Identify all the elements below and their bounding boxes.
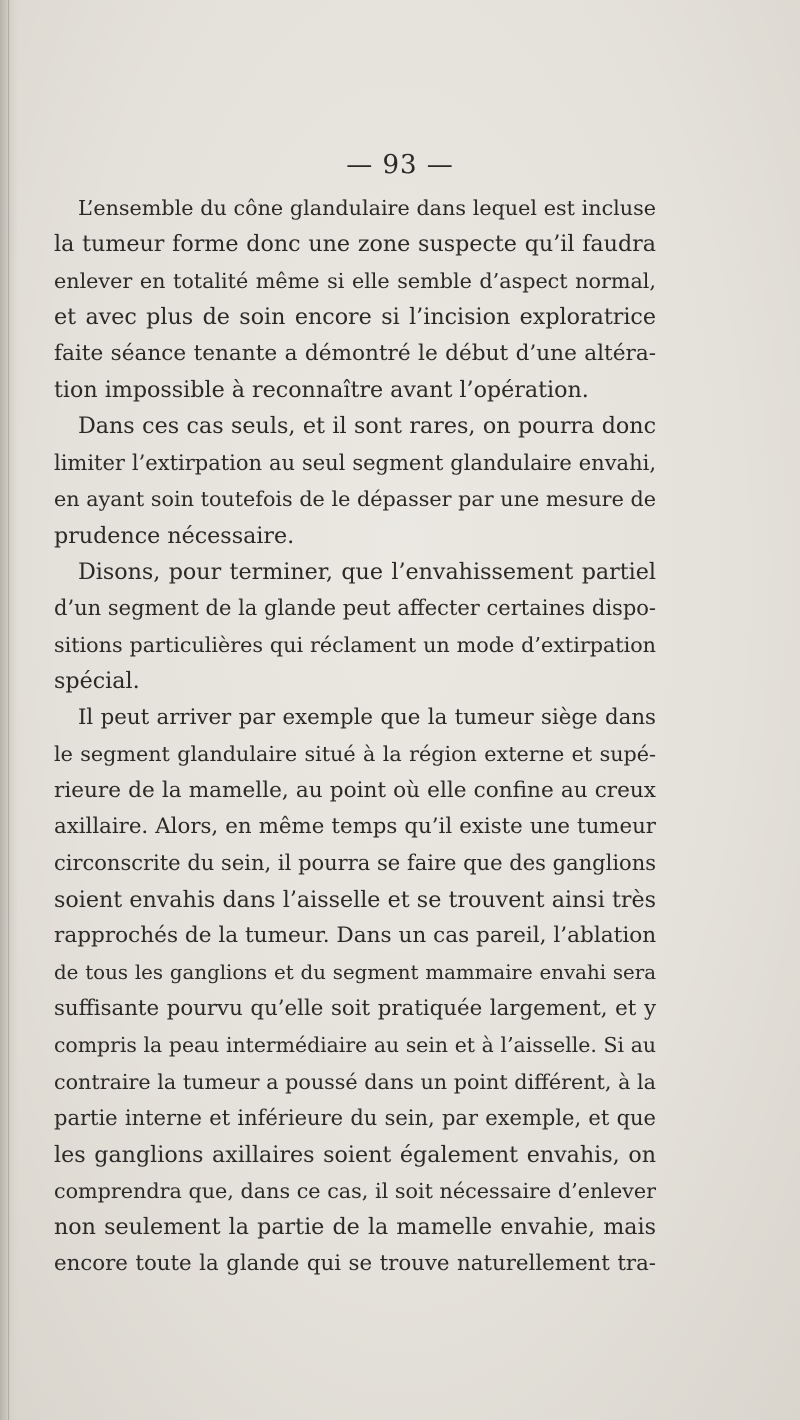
page-number: — 93 — bbox=[346, 150, 454, 180]
text-line: les ganglions axillaires soient également envahis, on bbox=[54, 1141, 656, 1168]
text-line: le segment glandulaire situé à la région externe et supé- bbox=[54, 742, 656, 767]
text-line: axillaire. Alors, en même temps qu’il existe une tumeur bbox=[54, 813, 656, 839]
paragraph-3 bbox=[54, 554, 656, 700]
paragraph-2 bbox=[54, 408, 656, 554]
text-line: enlever en totalité même si elle semble d’aspect normal, bbox=[54, 268, 656, 293]
text-line: tion impossible à reconnaître avant l’opération. bbox=[54, 377, 589, 404]
text-line: Dans ces cas seuls, et il sont rares, on pourra donc bbox=[78, 413, 656, 440]
text-line: non seulement la partie de la mamelle envahie, mais bbox=[54, 1214, 656, 1241]
text-line: encore toute la glande qui se trouve naturellement tra- bbox=[54, 1250, 656, 1276]
text-line: d’un segment de la glande peut affecter certaines dispo- bbox=[54, 596, 656, 621]
text-line: rapprochés de la tumeur. Dans un cas pareil, l’ablation bbox=[54, 923, 657, 949]
text-line: spécial. bbox=[54, 668, 140, 695]
text-line: Disons, pour terminer, que l’envahissement partiel bbox=[78, 559, 656, 586]
text-line: et avec plus de soin encore si l’incision exploratrice bbox=[54, 304, 656, 331]
text-line: prudence nécessaire. bbox=[54, 522, 295, 549]
text-line: soient envahis dans l’aisselle et se trouvent ainsi très bbox=[54, 886, 656, 913]
text-line: rieure de la mamelle, au point où elle confine au creux bbox=[54, 777, 656, 803]
text-line: L’ensemble du cône glandulaire dans lequel est incluse bbox=[78, 196, 656, 220]
text-line: suffisante pourvu qu’elle soit pratiquée largement, et y bbox=[54, 995, 656, 1021]
text-line: compris la peau intermédiaire au sein et à l’aisselle. Si au bbox=[54, 1033, 656, 1058]
text-line: de tous les ganglions et du segment mammaire envahi sera bbox=[54, 960, 656, 984]
text-line: comprendra que, dans ce cas, il soit nécessaire d’enlever bbox=[54, 1178, 656, 1203]
text-line: en ayant soin toutefois de le dépasser par une mesure de bbox=[54, 487, 656, 512]
text-line: Il peut arriver par exemple que la tumeur siège dans bbox=[78, 704, 656, 730]
body-text bbox=[54, 190, 656, 1282]
text-line: circonscrite du sein, il pourra se faire que des ganglions bbox=[54, 851, 656, 876]
text-line: contraire la tumeur a poussé dans un point différent, à la bbox=[54, 1069, 656, 1094]
page-binding-edge bbox=[0, 0, 18, 1420]
text-line: partie interne et inférieure du sein, par exemple, et que bbox=[54, 1106, 656, 1131]
page-edge-line bbox=[8, 0, 9, 1420]
text-line: faite séance tenante a démontré le début d’une altéra- bbox=[54, 340, 656, 366]
text-line: sitions particulières qui réclament un mode d’extirpation bbox=[54, 632, 656, 657]
text-line: limiter l’extirpation au seul segment glandulaire envahi, bbox=[54, 450, 656, 475]
paragraph-1 bbox=[54, 190, 656, 408]
text-line: la tumeur forme donc une zone suspecte qu’il faudra bbox=[54, 231, 656, 258]
paragraph-4 bbox=[54, 700, 656, 1283]
